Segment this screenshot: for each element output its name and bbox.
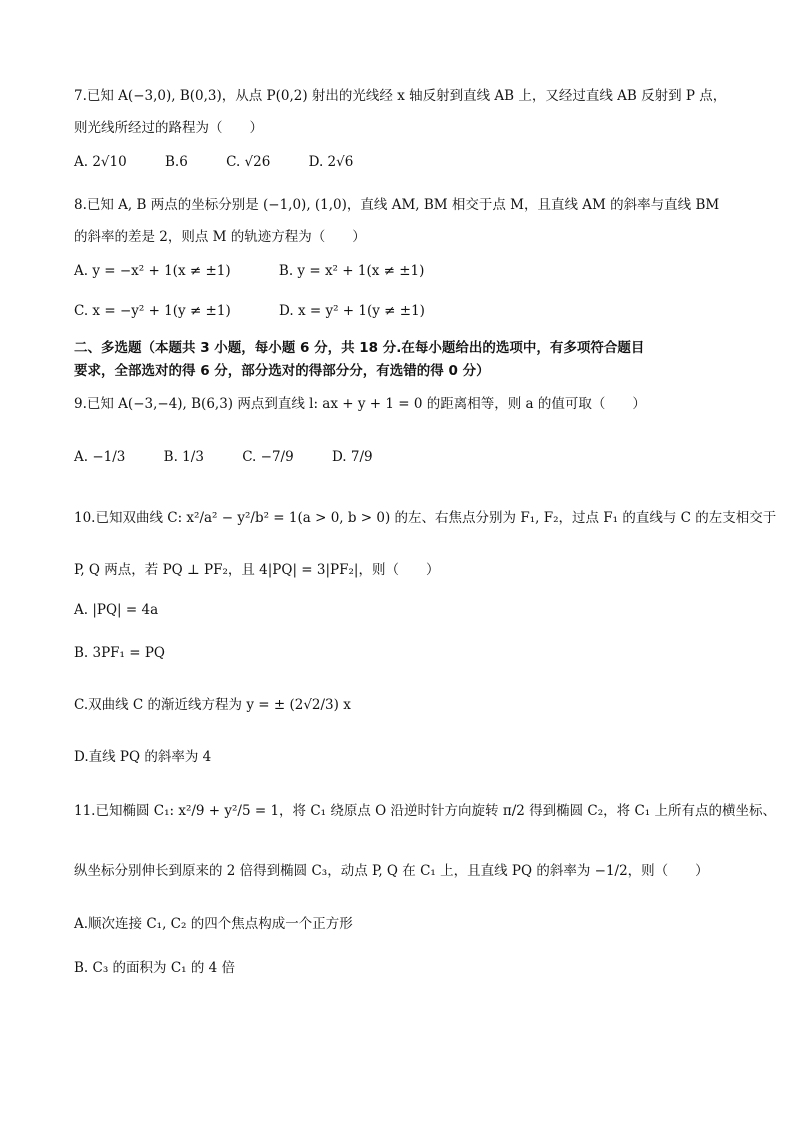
q7-stem-line1: 7.已知 A(−3,0), B(0,3)，从点 P(0,2) 射出的光线经 x 轴反射到直线 AB 上，又经过直线 AB 反射到 P 点， [74,88,727,104]
q10-option-c: C.双曲线 C 的渐近线方程为 y = ± (2√2/3) x [74,697,351,713]
q9-option-c: C. −7/9 [242,449,294,465]
q7-option-d: D. 2√6 [308,154,354,170]
q11-stem-line2: 纵坐标分别伸长到原来的 2 倍得到椭圆 C₃，动点 P, Q 在 C₁ 上，且直线 PQ 的斜率为 −1/2，则（ ） [74,863,709,879]
q9-option-a: A. −1/3 [74,449,126,465]
q8-stem-line1: 8.已知 A, B 两点的坐标分别是 (−1,0), (1,0)，直线 AM, BM 相交于点 M，且直线 AM 的斜率与直线 BM [74,197,720,213]
q7-option-c: C. √26 [226,154,271,170]
q9-option-b: B. 1/3 [163,449,204,465]
q9-options [74,447,407,467]
q7-stem-line2: 则光线所经过的路程为（ ） [74,120,263,136]
q7-option-a: A. 2√10 [74,154,127,170]
q7-options [74,152,387,172]
q10-option-b: B. 3PF₁ = PQ [74,645,165,661]
q10-option-d: D.直线 PQ 的斜率为 4 [74,749,212,765]
section-heading-line2: 要求，全部选对的得 6 分，部分选对的得部分分，有选错的得 0 分） [74,363,490,379]
q10-stem-line1: 10.已知双曲线 C: x²/a² − y²/b² = 1(a > 0, b > 0) 的左、右焦点分别为 F₁, F₂，过点 F₁ 的直线与 C 的左支相交于 [74,510,777,526]
q7-option-b: B.6 [165,154,188,170]
q9-option-d: D. 7/9 [331,449,373,465]
q10-option-a: A. |PQ| = 4a [74,602,159,618]
q8-option-b: B. y = x² + 1(x ≠ ±1) [278,263,425,279]
q8-option-c: C. x = −y² + 1(y ≠ ±1) [74,303,231,319]
q8-options-row2 [74,301,459,321]
section-heading-line1: 二、多选题（本题共 3 小题，每小题 6 分，共 18 分.在每小题给出的选项中，有多项符合题目 [74,340,645,356]
q8-options-row1 [74,261,458,281]
q8-stem-line2: 的斜率的差是 2，则点 M 的轨迹方程为（ ） [74,229,366,245]
q10-stem-line2: P, Q 两点，若 PQ ⊥ PF₂，且 4|PQ| = 3|PF₂|，则（ ） [74,562,440,578]
q9-stem: 9.已知 A(−3,−4), B(6,3) 两点到直线 l: ax + y + 1 = 0 的距离相等，则 a 的值可取（ ） [74,396,646,412]
q8-option-a: A. y = −x² + 1(x ≠ ±1) [74,263,231,279]
q8-option-d: D. x = y² + 1(y ≠ ±1) [279,303,425,319]
q11-option-a: A.顺次连接 C₁, C₂ 的四个焦点构成一个正方形 [74,916,353,932]
q11-option-b: B. C₃ 的面积为 C₁ 的 4 倍 [74,960,236,976]
q11-stem-line1: 11.已知椭圆 C₁: x²/9 + y²/5 = 1，将 C₁ 绕原点 O 沿逆时针方向旋转 π/2 得到椭圆 C₂，将 C₁ 上所有点的横坐标、 [74,803,776,819]
